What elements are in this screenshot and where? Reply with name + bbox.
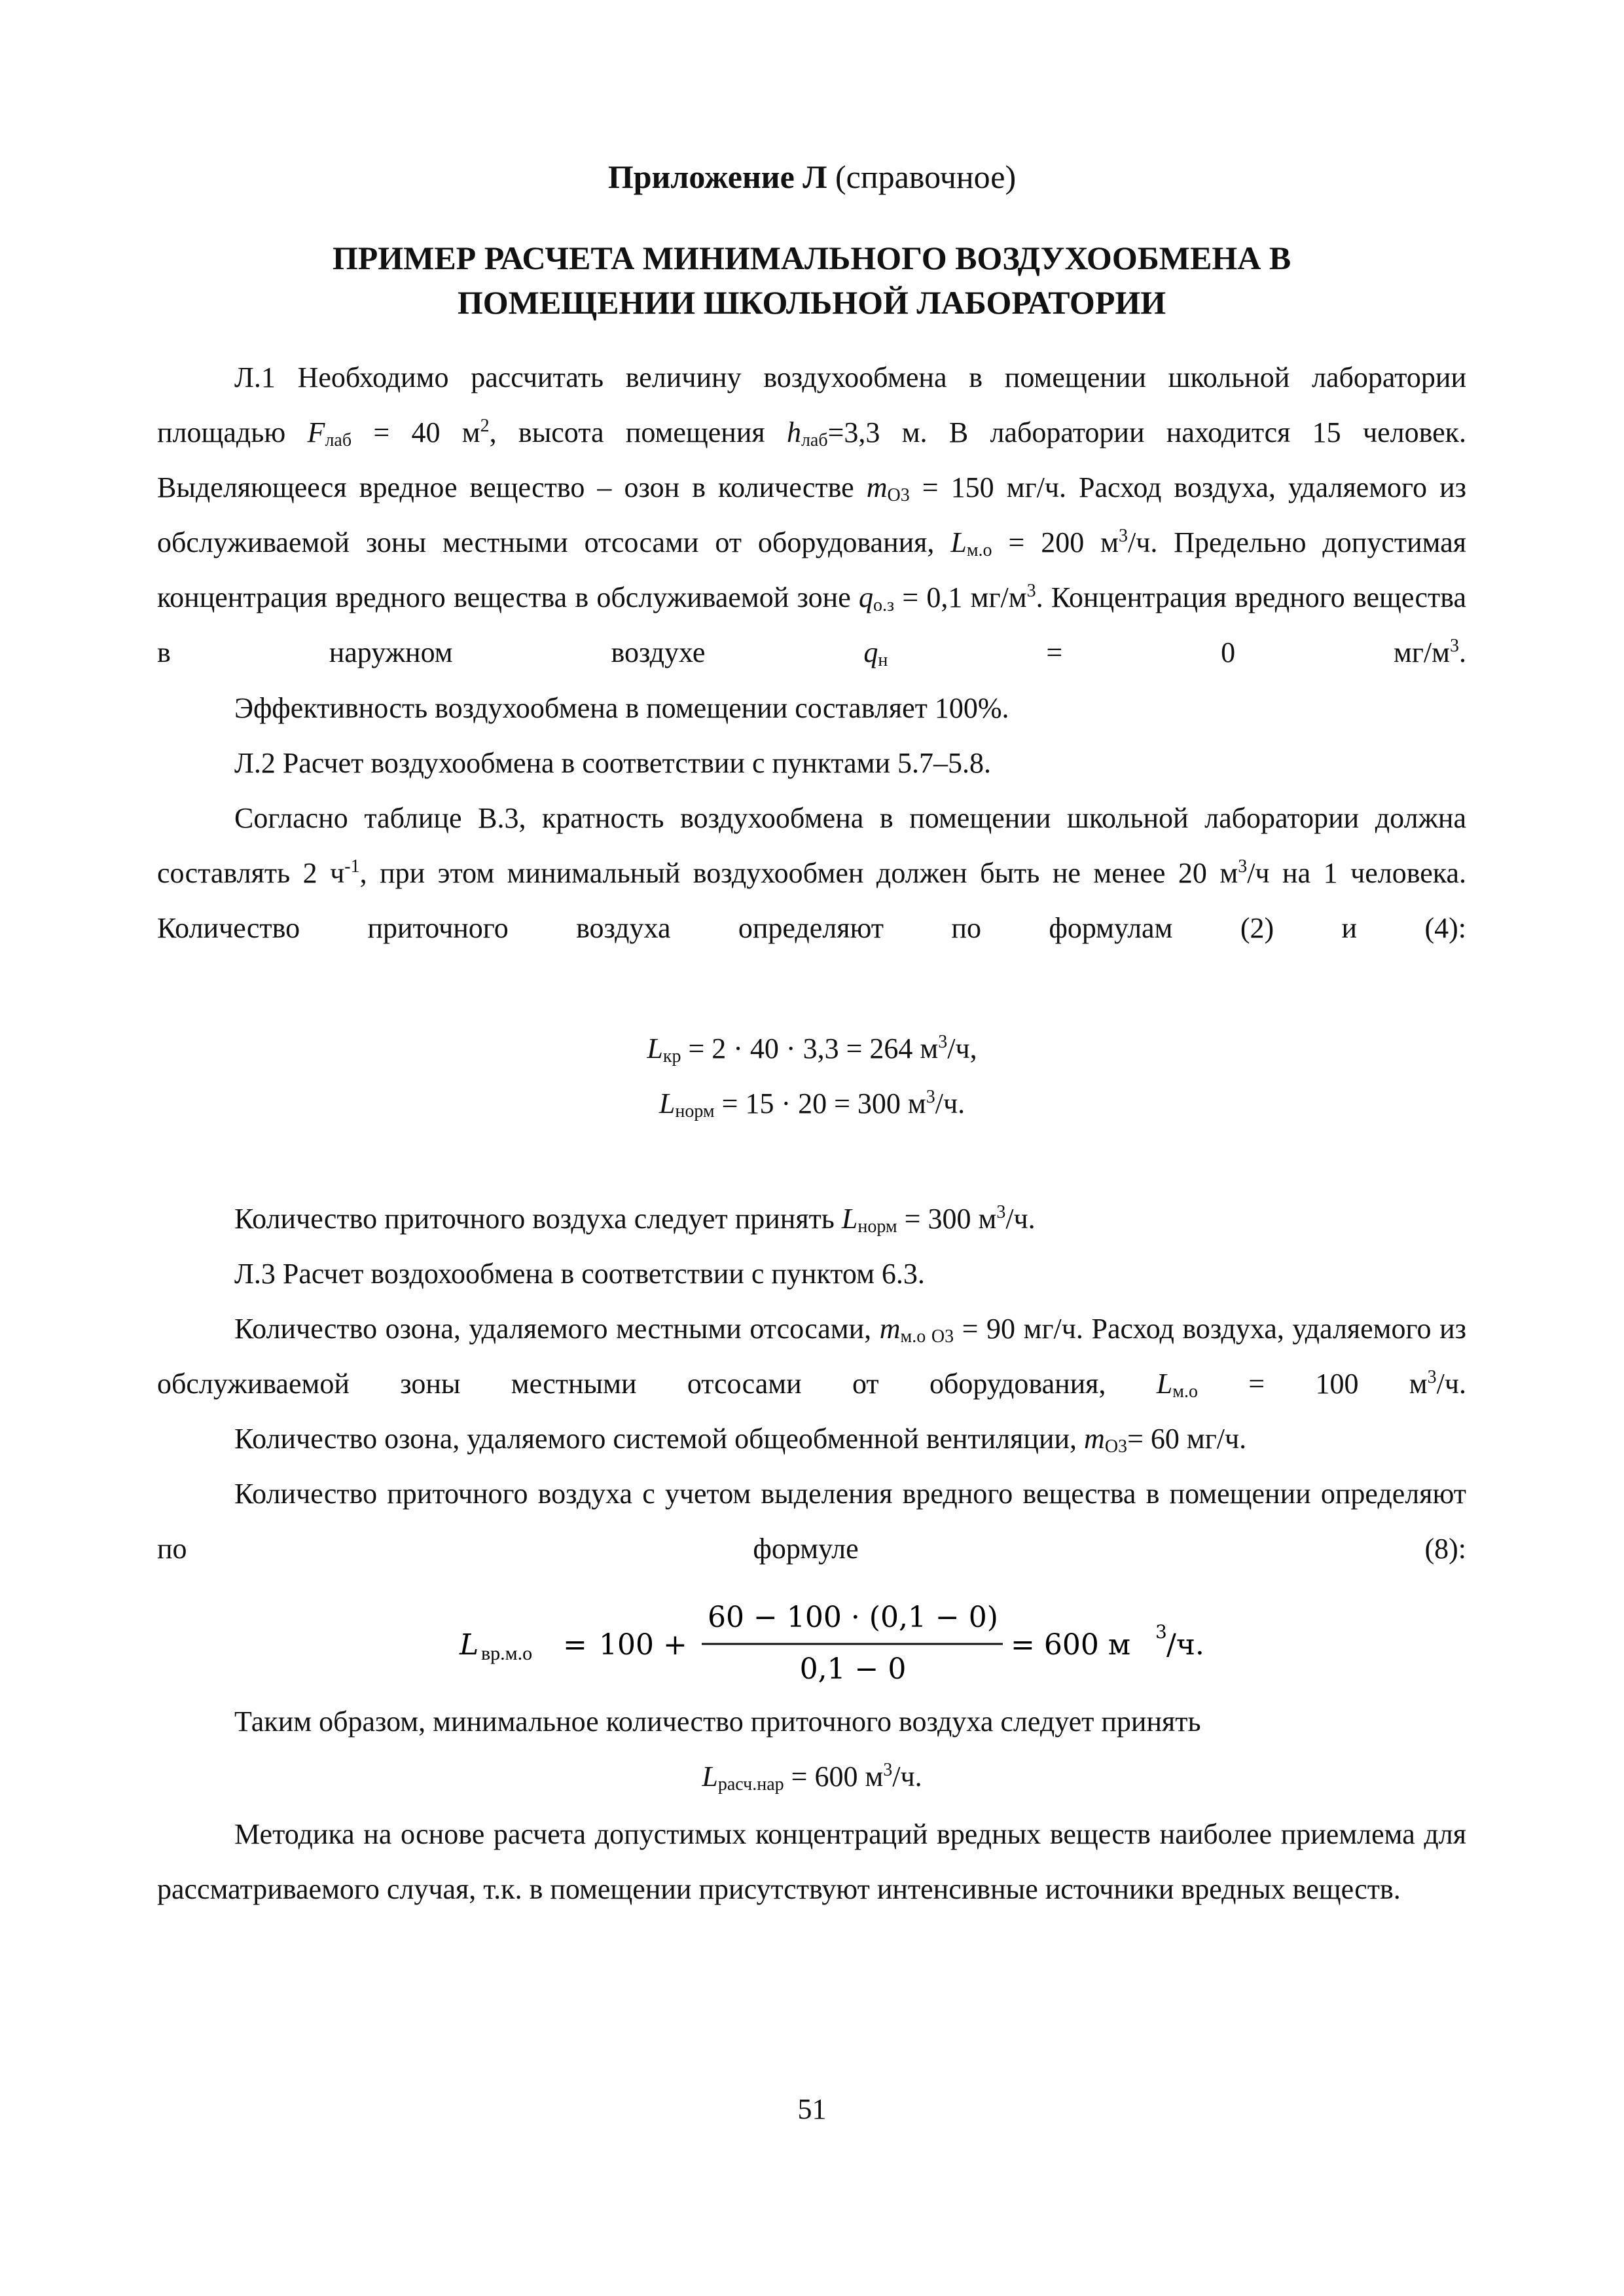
formula-sup: 3	[1155, 1621, 1167, 1643]
formula-numerator: 60 − 100 · (0,1 − 0)	[708, 1601, 998, 1634]
formula-lhs: 100 +	[599, 1628, 687, 1662]
equation-l-norm: $L_{норм} = 15 \cdot 20 = 300$ $м^3/ч$.	[659, 1087, 965, 1121]
paragraph-table-b3: Согласно таблице В.3, кратность воздухообмена в помещении школьной лаборатории должна составлять 2 $ч^{-1}$, при этом минимальный воздухообмен должен быть не менее 20 $м^3/ч$ на 1 человека. Количество приточного воздуха определяют по формулам (2) и (4):	[157, 802, 1466, 944]
formula-end: /ч.	[1166, 1628, 1204, 1662]
formula-l: L	[460, 1628, 479, 1662]
appendix-title	[0, 157, 1624, 196]
paragraph-l2: Л.2 Расчет воздухообмена в соответствии с пунктами 5.7–5.8.	[234, 747, 992, 779]
formula-eq: =	[563, 1628, 587, 1662]
paragraph-local-exhaust: Количество озона, удаляемого местными отсосами, $m_{м.о O3} = 90$ мг/ч. Расход воздуха, удаляемого из обслуживаемой зоны местными отсосами от оборудования, $L_{м.о} = 100$ $м^3/ч$.	[157, 1313, 1466, 1402]
formula-8	[0, 1591, 1624, 1689]
paragraph-supply-air: Количество приточного воздуха следует принять $L_{норм} = 300$ $м^3/ч$.	[234, 1202, 1036, 1237]
formula-l-sub: вр.м.о	[481, 1643, 533, 1664]
heading-line-2: ПОМЕЩЕНИИ ШКОЛЬНОЙ ЛАБОРАТОРИИ	[457, 284, 1166, 321]
equation-l-kr: $L_{кр} = 2 \cdot 40 \cdot 3,3 = 264$ $м^3/ч$,	[647, 1032, 977, 1066]
page-heading	[157, 236, 1466, 325]
equation-l-rasch: $L_{расч.нар} = 600$ $м^3/ч$.	[702, 1760, 922, 1795]
heading-line-1: ПРИМЕР РАСЧЕТА МИНИМАЛЬНОГО ВОЗДУХООБМЕНА В	[332, 240, 1291, 276]
paragraph-conclusion: Таким образом, минимальное количество приточного воздуха следует принять	[234, 1705, 1201, 1738]
paragraph-efficiency: Эффективность воздухообмена в помещении составляет 100%.	[234, 692, 1009, 724]
appendix-label: Приложение Л	[607, 158, 827, 195]
paragraph-formula-8: Количество приточного воздуха с учетом выделения вредного вещества в помещении определяют по формуле (8):	[157, 1478, 1466, 1565]
page-number: 51	[797, 2093, 827, 2125]
formula-result: = 600 м	[1011, 1628, 1131, 1662]
paragraph-general-ventilation: Количество озона, удаляемого системой общеобменной вентиляции, $m_{O3}= 60$ мг/ч.	[234, 1423, 1247, 1457]
formula-svg	[0, 1591, 1624, 1689]
formula-denominator: 0,1 − 0	[799, 1652, 907, 1686]
paragraph-l1: Л.1 Необходимо рассчитать величину воздухообмена в помещении школьной лаборатории площадью $F_{лаб} = 40$ $м^2$, высота помещения $h_{лаб}=3,3$ м. В лаборатории находится 15 человек. Выделяющееся вредное вещество – озон в количестве $m_{O3} = 150$ мг/ч. Расход воздуха, удаляемого из обслуживаемой зоны местными отсосами от оборудования, $L_{м.о} = 200$ $м^3/ч$. Предельно допустимая концентрация вредного вещества в обслуживаемой зоне $q_{о.з} = 0,1$ $мг/м^3$. Концентрация вредного вещества в наружном воздухе $q_н = 0$ $мг/м^3$.	[157, 361, 1467, 670]
appendix-note: (справочное)	[827, 158, 1017, 195]
paragraph-method: Методика на основе расчета допустимых концентраций вредных веществ наиболее приемлема для рассматриваемого случая, т.к. в помещении присутствуют интенсивные источники вредных веществ.	[157, 1818, 1466, 1905]
paragraph-l3: Л.3 Расчет воздохообмена в соответствии с пунктом 6.3.	[234, 1258, 925, 1290]
